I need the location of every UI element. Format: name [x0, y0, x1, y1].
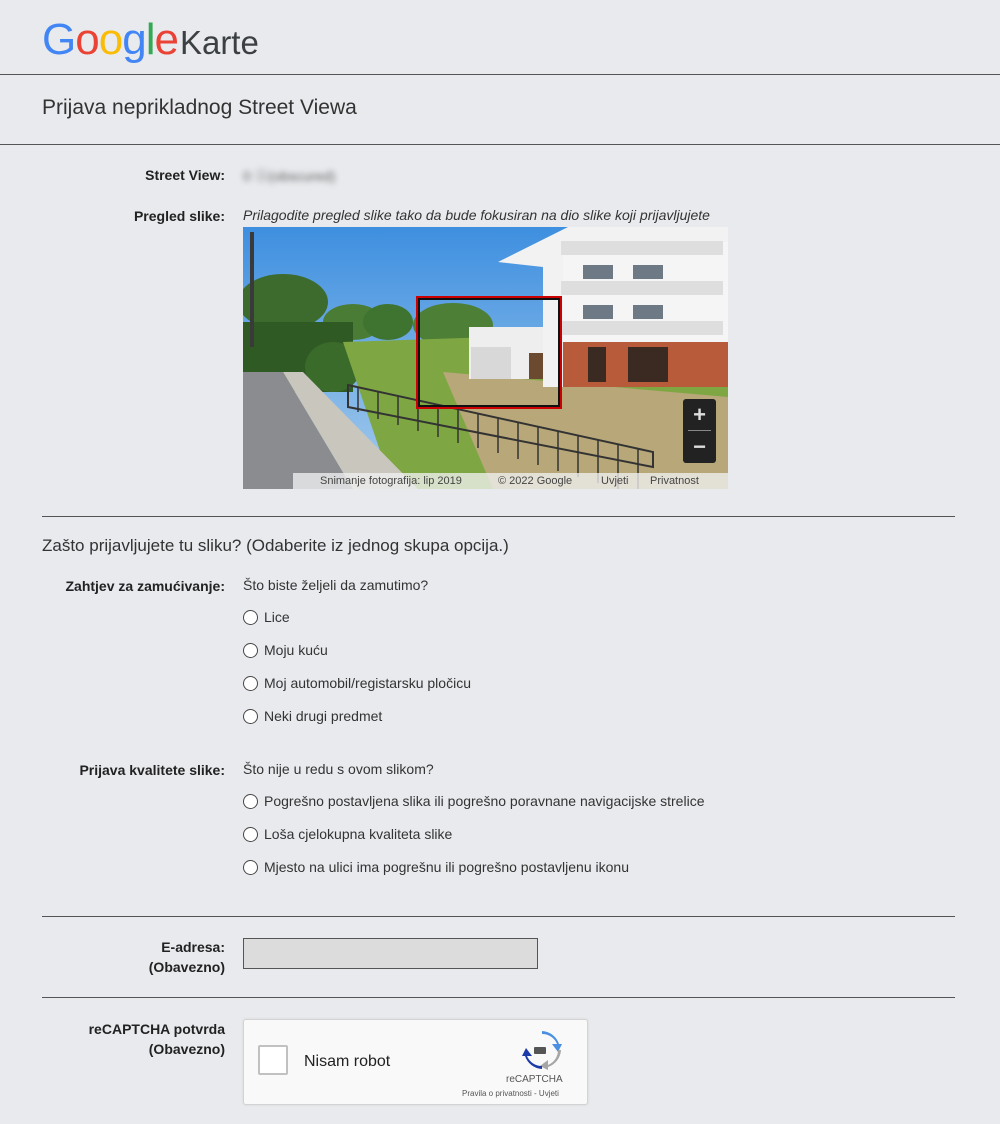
logo-letter: e	[154, 15, 178, 64]
recaptcha-widget	[243, 1019, 588, 1105]
email-field[interactable]	[243, 938, 538, 969]
reason-heading: Zašto prijavljujete tu sliku? (Odaberite iz jednog skupa opcija.)	[42, 536, 509, 555]
email-required-note: (Obavezno)	[148, 959, 225, 975]
blur-option-face[interactable]	[243, 609, 290, 625]
recaptcha-checkbox-label: Nisam robot	[304, 1053, 391, 1070]
recaptcha-links[interactable]: Pravila o privatnosti - Uvjeti	[462, 1089, 559, 1098]
recaptcha-label	[42, 1019, 225, 1059]
street-view-value: 0 Ⓐ(obscured)	[243, 168, 336, 184]
logo-letter: g	[122, 15, 146, 64]
quality-question: Što nije u redu s ovom slikom?	[243, 761, 434, 777]
section-divider	[42, 516, 955, 517]
email-label	[42, 937, 225, 977]
recaptcha-icon	[522, 1030, 562, 1070]
recaptcha-checkbox[interactable]	[258, 1045, 288, 1075]
capture-date: Snimanje fotografija: lip 2019	[320, 475, 462, 487]
blur-option-house[interactable]	[243, 642, 328, 658]
zoom-in-button[interactable]: +	[693, 402, 706, 427]
section-divider	[42, 997, 955, 998]
blur-option-car[interactable]	[243, 675, 471, 691]
preview-label: Pregled slike:	[133, 208, 225, 224]
street-view-footer	[293, 473, 728, 489]
quality-report-label: Prijava kvalitete slike:	[79, 762, 225, 778]
radio-button[interactable]	[243, 827, 258, 842]
street-view-image[interactable]	[243, 227, 728, 489]
recaptcha-required-note: (Obavezno)	[148, 1041, 225, 1057]
preview-hint: Prilagodite pregled slike tako da bude fokusiran na dio slike koji prijavljujete	[243, 207, 710, 223]
terms-link[interactable]: Uvjeti	[601, 475, 629, 487]
privacy-link[interactable]: Privatnost	[650, 475, 699, 487]
recaptcha-label-text: reCAPTCHA potvrda	[88, 1021, 225, 1037]
blur-request-label: Zahtjev za zamućivanje:	[65, 578, 225, 594]
title-divider	[0, 144, 1000, 145]
radio-button[interactable]	[243, 794, 258, 809]
quality-option-misplaced[interactable]	[243, 793, 704, 809]
header-divider	[0, 74, 1000, 75]
logo-letter: G	[42, 15, 76, 64]
logo-letter: o	[75, 15, 99, 64]
radio-button[interactable]	[243, 643, 258, 658]
product-name: Karte	[179, 24, 259, 61]
logo-letter: o	[98, 15, 123, 64]
blur-question: Što biste željeli da zamutimo?	[243, 577, 429, 593]
zoom-control	[683, 399, 716, 463]
recaptcha-brand: reCAPTCHA	[506, 1074, 563, 1085]
copyright: © 2022 Google	[498, 475, 573, 487]
quality-option-poor-quality[interactable]	[243, 826, 452, 842]
option-label: Pogrešno postavljena slika ili pogrešno poravnane navigacijske strelice	[264, 793, 705, 809]
option-label: Loša cjelokupna kvaliteta slike	[264, 826, 453, 842]
option-label: Lice	[264, 609, 290, 625]
quality-option-wrong-icon[interactable]	[243, 859, 629, 875]
street-view-scene	[243, 227, 728, 489]
option-label: Moj automobil/registarsku pločicu	[264, 675, 471, 691]
blur-option-other[interactable]	[243, 708, 382, 724]
street-view-label: Street View:	[145, 167, 225, 183]
zoom-out-button[interactable]: −	[693, 434, 706, 459]
email-label-text: E-adresa:	[161, 939, 225, 955]
option-label: Mjesto na ulici ima pogrešnu ili pogrešno postavljenu ikonu	[264, 859, 629, 875]
logo-letter: l	[145, 15, 155, 64]
option-label: Moju kuću	[264, 642, 328, 658]
section-divider	[42, 916, 955, 917]
radio-button[interactable]	[243, 860, 258, 875]
radio-button[interactable]	[243, 709, 258, 724]
radio-button[interactable]	[243, 676, 258, 691]
google-maps-logo[interactable]	[42, 14, 259, 69]
option-label: Neki drugi predmet	[264, 708, 383, 724]
app-header	[0, 0, 1000, 74]
radio-button[interactable]	[243, 610, 258, 625]
page-title: Prijava neprikladnog Street Viewa	[42, 96, 357, 119]
